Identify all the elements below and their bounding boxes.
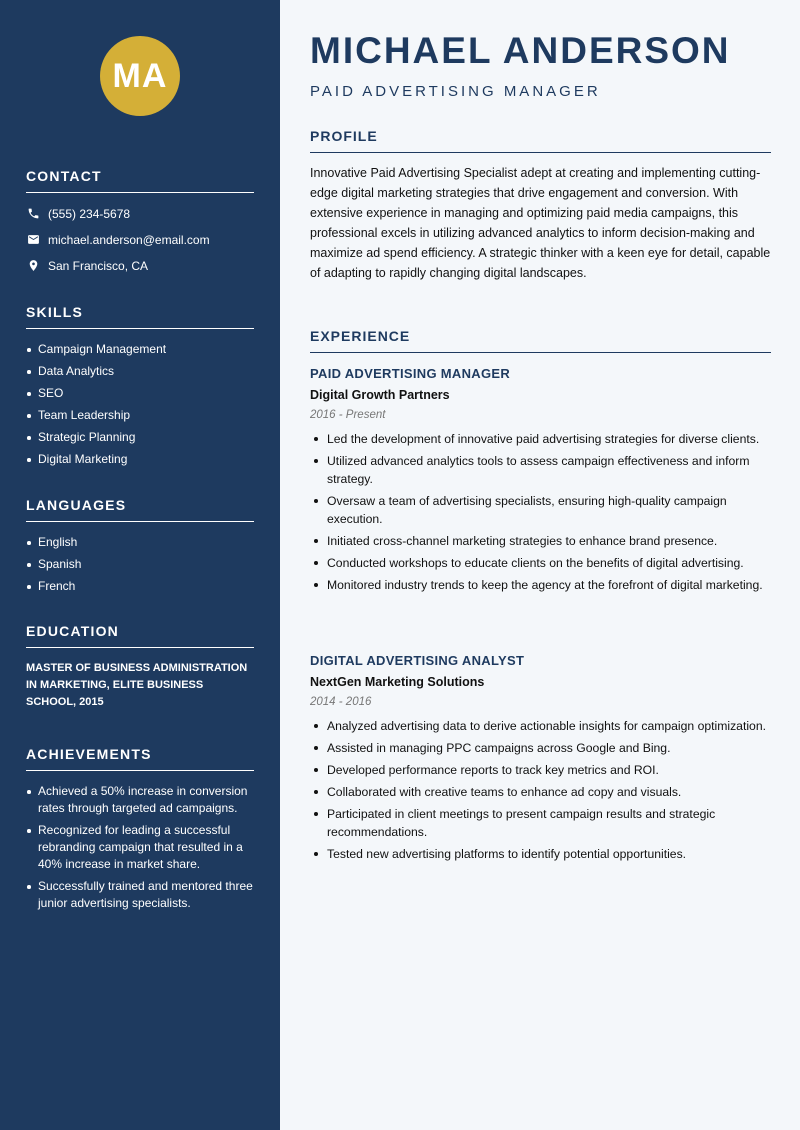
language-item: Spanish (26, 556, 254, 573)
job-company: NextGen Marketing Solutions (310, 675, 485, 689)
job-bullet: Assisted in managing PPC campaigns across Google and Bing. (310, 739, 771, 757)
language-item: English (26, 534, 254, 551)
skill-item: Campaign Management (26, 341, 254, 358)
location-pin-icon (26, 259, 40, 273)
contact-heading: CONTACT (26, 168, 254, 193)
job-bullet: Developed performance reports to track key metrics and ROI. (310, 761, 771, 779)
languages-heading: LANGUAGES (26, 497, 254, 522)
education-degree: MASTER OF BUSINESS ADMINISTRATION IN MARKETING, ELITE BUSINESS SCHOOL, 2015 (26, 662, 248, 708)
skills-list (26, 341, 254, 468)
job-bullet: Conducted workshops to educate clients on the benefits of digital advertising. (310, 554, 771, 572)
achievement-item: Achieved a 50% increase in conversion rates through targeted ad campaigns. (26, 783, 254, 817)
profile-text: Innovative Paid Advertising Specialist adept at creating and implementing cutting-edge digital marketing strategies that drive engagement and conversion. With extensive experience in managing and optimizing paid media campaigns, this professional excels in utilizing advanced analytics to inform decision-making and maximize ad spend efficiency. A strategic thinker with a keen eye for detail, capable of adapting to rapidly changing digital landscapes. (310, 166, 771, 280)
achievements-heading: ACHIEVEMENTS (26, 746, 254, 771)
job-title: PAID ADVERTISING MANAGER (310, 366, 511, 381)
phone-text: (555) 234-5678 (48, 206, 131, 221)
job-bullet: Tested new advertising platforms to identify potential opportunities. (310, 845, 771, 863)
achievement-item: Recognized for leading a successful rebranding campaign that resulted in a 40% increase in market share. (26, 822, 254, 873)
skills-heading: SKILLS (26, 304, 254, 329)
languages-list (26, 534, 254, 595)
experience-section (310, 328, 771, 353)
job-company: Digital Growth Partners (310, 388, 450, 402)
job-bullets (310, 430, 771, 594)
main-content (280, 0, 800, 1130)
candidate-role: PAID ADVERTISING MANAGER (310, 83, 601, 100)
initials-avatar: MA (100, 36, 180, 116)
profile-section (310, 128, 771, 283)
profile-heading: PROFILE (310, 128, 771, 153)
job-bullet: Monitored industry trends to keep the agency at the forefront of digital marketing. (310, 576, 771, 594)
education-heading: EDUCATION (26, 623, 254, 648)
job-bullet: Utilized advanced analytics tools to assess campaign effectiveness and inform strategy. (310, 452, 771, 488)
contact-phone (26, 205, 254, 222)
achievements-list (26, 783, 254, 912)
skills-section (26, 304, 254, 473)
candidate-name: MICHAEL ANDERSON (310, 30, 731, 71)
email-text: michael.anderson@email.com (48, 232, 210, 247)
job-entry (310, 653, 771, 867)
skill-item: Team Leadership (26, 407, 254, 424)
experience-heading: EXPERIENCE (310, 328, 771, 353)
contact-section (26, 168, 254, 283)
location-text: San Francisco, CA (48, 258, 149, 273)
email-icon (26, 233, 40, 247)
job-entry (310, 366, 771, 598)
phone-icon (26, 207, 40, 221)
achievements-section (26, 746, 254, 917)
skill-item: Digital Marketing (26, 451, 254, 468)
job-dates: 2014 - 2016 (310, 696, 372, 708)
skill-item: Data Analytics (26, 363, 254, 380)
job-bullets (310, 717, 771, 863)
sidebar (0, 0, 280, 1130)
job-bullet: Led the development of innovative paid advertising strategies for diverse clients. (310, 430, 771, 448)
job-bullet: Collaborated with creative teams to enhance ad copy and visuals. (310, 783, 771, 801)
language-item: French (26, 578, 254, 595)
job-bullet: Participated in client meetings to present campaign results and strategic recommendations. (310, 805, 771, 841)
skill-item: Strategic Planning (26, 429, 254, 446)
contact-email (26, 231, 254, 248)
job-dates: 2016 - Present (310, 409, 386, 421)
skill-item: SEO (26, 385, 254, 402)
job-bullet: Initiated cross-channel marketing strategies to enhance brand presence. (310, 532, 771, 550)
contact-location (26, 257, 254, 274)
job-title: DIGITAL ADVERTISING ANALYST (310, 653, 525, 668)
languages-section (26, 497, 254, 600)
achievement-item: Successfully trained and mentored three junior advertising specialists. (26, 878, 254, 912)
job-bullet: Analyzed advertising data to derive actionable insights for campaign optimization. (310, 717, 771, 735)
education-section (26, 623, 254, 711)
job-bullet: Oversaw a team of advertising specialists, ensuring high-quality campaign execution. (310, 492, 771, 528)
